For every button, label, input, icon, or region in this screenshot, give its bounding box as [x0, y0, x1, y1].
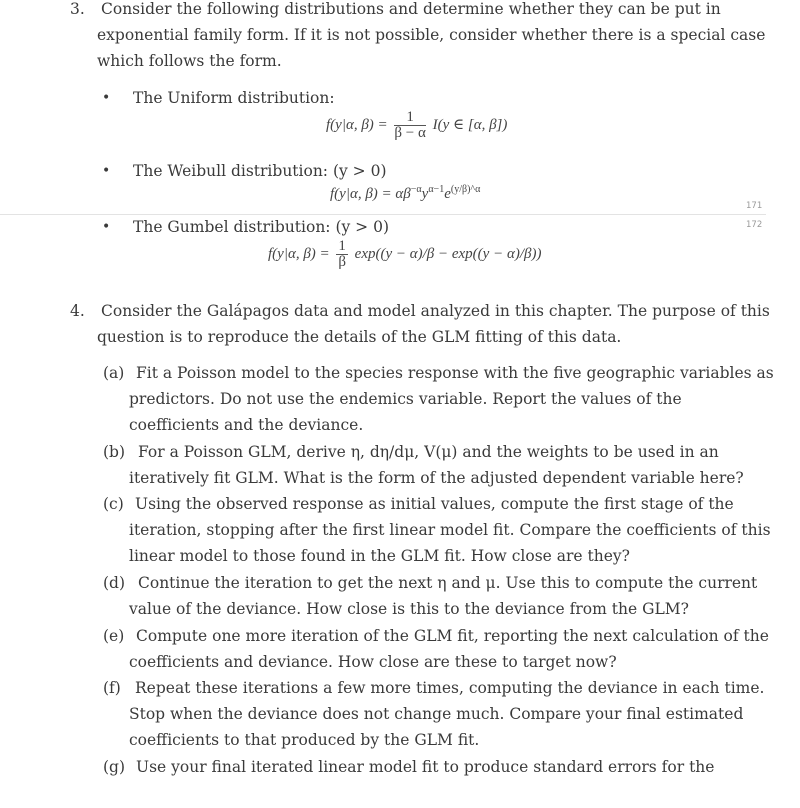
part-b-label: (b) [103, 443, 126, 461]
part-c-label: (c) [103, 495, 124, 513]
question-3-line-2: exponential family form. If it is not possible, consider whether there is a special case [97, 26, 766, 44]
part-a-label: (a) [103, 364, 125, 382]
question-4-line-1: Consider the Galápagos data and model analyzed in this chapter. The purpose of this [101, 302, 770, 320]
weibull-sup-3: (y/β)^α [450, 184, 481, 195]
gumbel-rhs: exp((y − α)/β − exp((y − α)/β)) [354, 245, 542, 262]
question-3-line-1: Consider the following distributions and determine whether they can be put in [101, 0, 721, 18]
part-g-line-1: Use your final iterated linear model fit to produce standard errors for the [136, 758, 715, 776]
part-c-line-2: iteration, stopping after the first linear model fit. Compare the coefficients of this [129, 521, 771, 539]
question-4-number: 4. [70, 302, 85, 320]
part-d-line-1: Continue the iteration to get the next η and μ. Use this to compute the current [138, 574, 758, 592]
part-g-label: (g) [103, 758, 126, 776]
question-3-number: 3. [70, 0, 85, 18]
weibull-formula [330, 184, 480, 203]
gumbel-numerator: 1 [338, 238, 346, 254]
uniform-numerator: 1 [394, 110, 425, 126]
part-b-line-2: iteratively fit GLM. What is the form of the adjusted dependent variable here? [129, 469, 744, 487]
part-f-line-2: Stop when the deviance does not change much. Compare your final estimated [129, 705, 744, 723]
weibull-lhs: f(y|α, β) = αβ [330, 186, 411, 202]
part-e-line-2: coefficients and deviance. How close are these to target now? [129, 653, 617, 671]
page-divider [0, 214, 766, 215]
weibull-sup-2: α−1 [428, 184, 445, 195]
uniform-formula [326, 110, 507, 141]
weibull-mid: y [421, 186, 429, 202]
part-e-label: (e) [103, 627, 125, 645]
bullet-dot: • [102, 219, 111, 235]
uniform-fraction [394, 110, 425, 141]
page-number-171: 171 [746, 201, 763, 211]
uniform-rhs: I(y ∈ [α, β]) [432, 116, 508, 133]
part-d-label: (d) [103, 574, 126, 592]
gumbel-formula [268, 239, 541, 270]
uniform-label: The Uniform distribution: [133, 89, 335, 107]
weibull-tail: e [444, 186, 451, 202]
bullet-dot: • [102, 90, 111, 106]
gumbel-lhs: f(y|α, β) = [268, 245, 330, 262]
part-f-line-1: Repeat these iterations a few more times, computing the deviance in each time. [135, 679, 765, 697]
part-f-label: (f) [103, 679, 121, 697]
uniform-lhs: f(y|α, β) = [326, 116, 388, 133]
gumbel-label: The Gumbel distribution: (y > 0) [133, 218, 389, 236]
page-number-172: 172 [746, 220, 763, 230]
part-e-line-1: Compute one more iteration of the GLM fit, reporting the next calculation of the [136, 627, 769, 645]
part-d-line-2: value of the deviance. How close is this to the deviance from the GLM? [129, 600, 689, 618]
part-a-line-3: coefficients and the deviance. [129, 416, 364, 434]
gumbel-denominator: β [338, 254, 346, 270]
bullet-dot: • [102, 163, 111, 179]
uniform-denominator: β − α [394, 125, 426, 141]
part-a-line-2: predictors. Do not use the endemics variable. Report the values of the [129, 390, 682, 408]
part-c-line-3: linear model to those found in the GLM fit. How close are they? [129, 547, 630, 565]
question-3-line-3: which follows the form. [97, 52, 282, 70]
gumbel-fraction [336, 239, 348, 270]
weibull-sup-1: −α [410, 184, 422, 195]
part-f-line-3: coefficients to that produced by the GLM fit. [129, 731, 480, 749]
part-a-line-1: Fit a Poisson model to the species response with the five geographic variables as [136, 364, 774, 382]
part-c-line-1: Using the observed response as initial values, compute the first stage of the [135, 495, 734, 513]
weibull-label: The Weibull distribution: (y > 0) [133, 162, 387, 180]
part-b-line-1: For a Poisson GLM, derive η, dη/dμ, V(μ) and the weights to be used in an [138, 443, 719, 461]
question-4-line-2: question is to reproduce the details of the GLM fitting of this data. [97, 328, 622, 346]
